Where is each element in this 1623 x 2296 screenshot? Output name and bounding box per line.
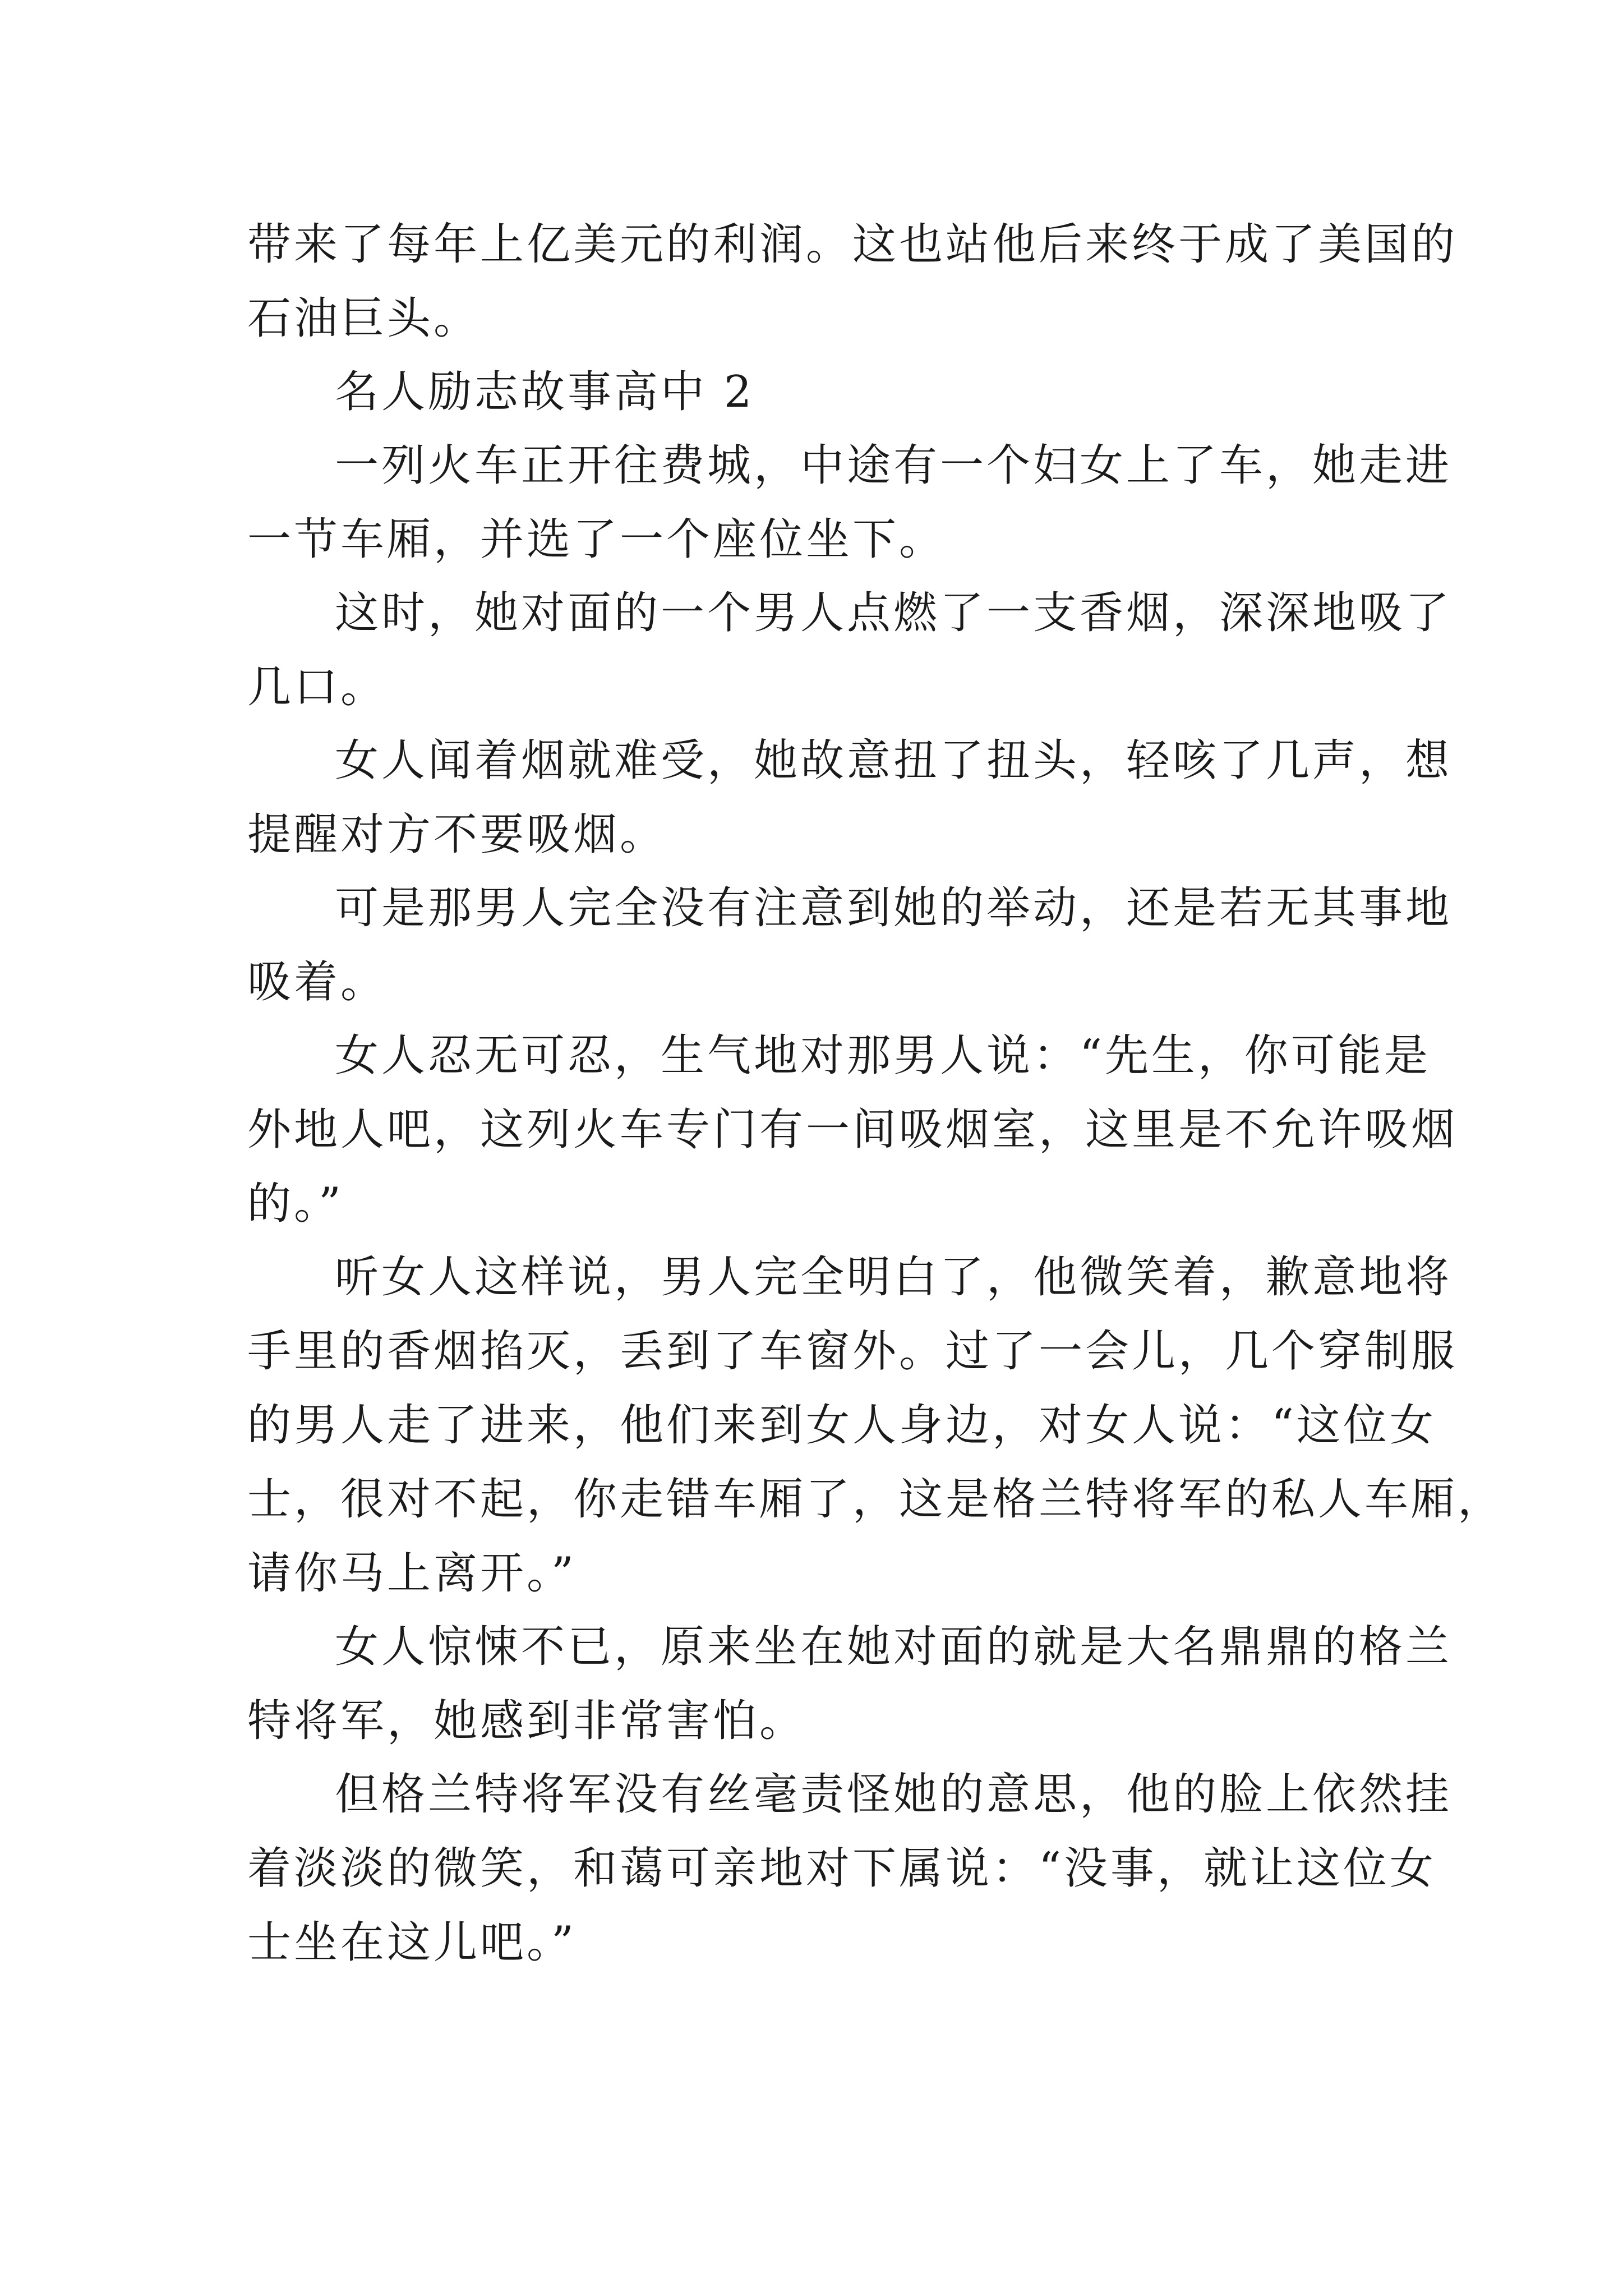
text-line: 听女人这样说，男人完全明白了，他微笑着，歉意地将 bbox=[335, 1252, 1453, 1303]
paragraph bbox=[247, 1610, 1453, 1758]
section-heading bbox=[247, 355, 1391, 429]
text-line: 石油巨头。 bbox=[247, 293, 481, 344]
text-line: 特将军，她感到非常害怕。 bbox=[247, 1696, 806, 1746]
text-line: 一列火车正开往费城，中途有一个妇女上了车，她走进 bbox=[335, 440, 1453, 491]
text-line: 提醒对方不要吸烟。 bbox=[247, 809, 667, 860]
text-line: 请你马上离开。” bbox=[247, 1548, 577, 1599]
text-line: 但格兰特将军没有丝毫责怪她的意思，他的脸上依然挂 bbox=[335, 1769, 1453, 1820]
text-line: 手里的香烟掐灭，丢到了车窗外。过了一会儿，几个穿制服 bbox=[247, 1326, 1458, 1377]
paragraph bbox=[247, 1240, 1505, 1611]
document-body bbox=[247, 208, 1505, 1979]
text-line: 女人忍无可忍，生气地对那男人说：“先生，你可能是 bbox=[335, 1030, 1431, 1081]
text-line: 着淡淡的微笑，和蔼可亲地对下属说：“没事，就让这位女 bbox=[247, 1843, 1436, 1894]
text-line: 士坐在这儿吧。” bbox=[247, 1917, 577, 1968]
text-line: 一节车厢，并选了一个座位坐下。 bbox=[247, 514, 946, 565]
text-line: 几口。 bbox=[247, 662, 388, 712]
paragraph bbox=[247, 576, 1453, 724]
text-line: 士，很对不起，你走错车厢了，这是格兰特将军的私人车厢， bbox=[247, 1474, 1505, 1525]
paragraph bbox=[247, 429, 1453, 577]
text-line: 的男人走了进来，他们来到女人身边，对女人说：“这位女 bbox=[247, 1400, 1436, 1451]
paragraph bbox=[247, 724, 1453, 872]
heading-text: 名人励志故事高中 2 bbox=[335, 367, 755, 417]
text-line: 外地人吧，这列火车专门有一间吸烟室，这里是不允许吸烟 bbox=[247, 1105, 1458, 1155]
paragraph bbox=[247, 208, 1458, 356]
text-line: 带来了每年上亿美元的利润。这也站他后来终于成了美国的 bbox=[247, 219, 1458, 270]
text-line: 女人闻着烟就难受，她故意扭了扭头，轻咳了几声，想 bbox=[335, 735, 1453, 786]
text-line: 的。” bbox=[247, 1179, 344, 1229]
text-line: 吸着。 bbox=[247, 957, 388, 1007]
paragraph bbox=[247, 1019, 1458, 1241]
text-line: 可是那男人完全没有注意到她的举动，还是若无其事地 bbox=[335, 883, 1453, 933]
paragraph bbox=[247, 871, 1453, 1019]
paragraph bbox=[247, 1757, 1453, 1980]
text-line: 这时，她对面的一个男人点燃了一支香烟，深深地吸了 bbox=[335, 588, 1453, 638]
text-line: 女人惊悚不已，原来坐在她对面的就是大名鼎鼎的格兰 bbox=[335, 1622, 1453, 1672]
